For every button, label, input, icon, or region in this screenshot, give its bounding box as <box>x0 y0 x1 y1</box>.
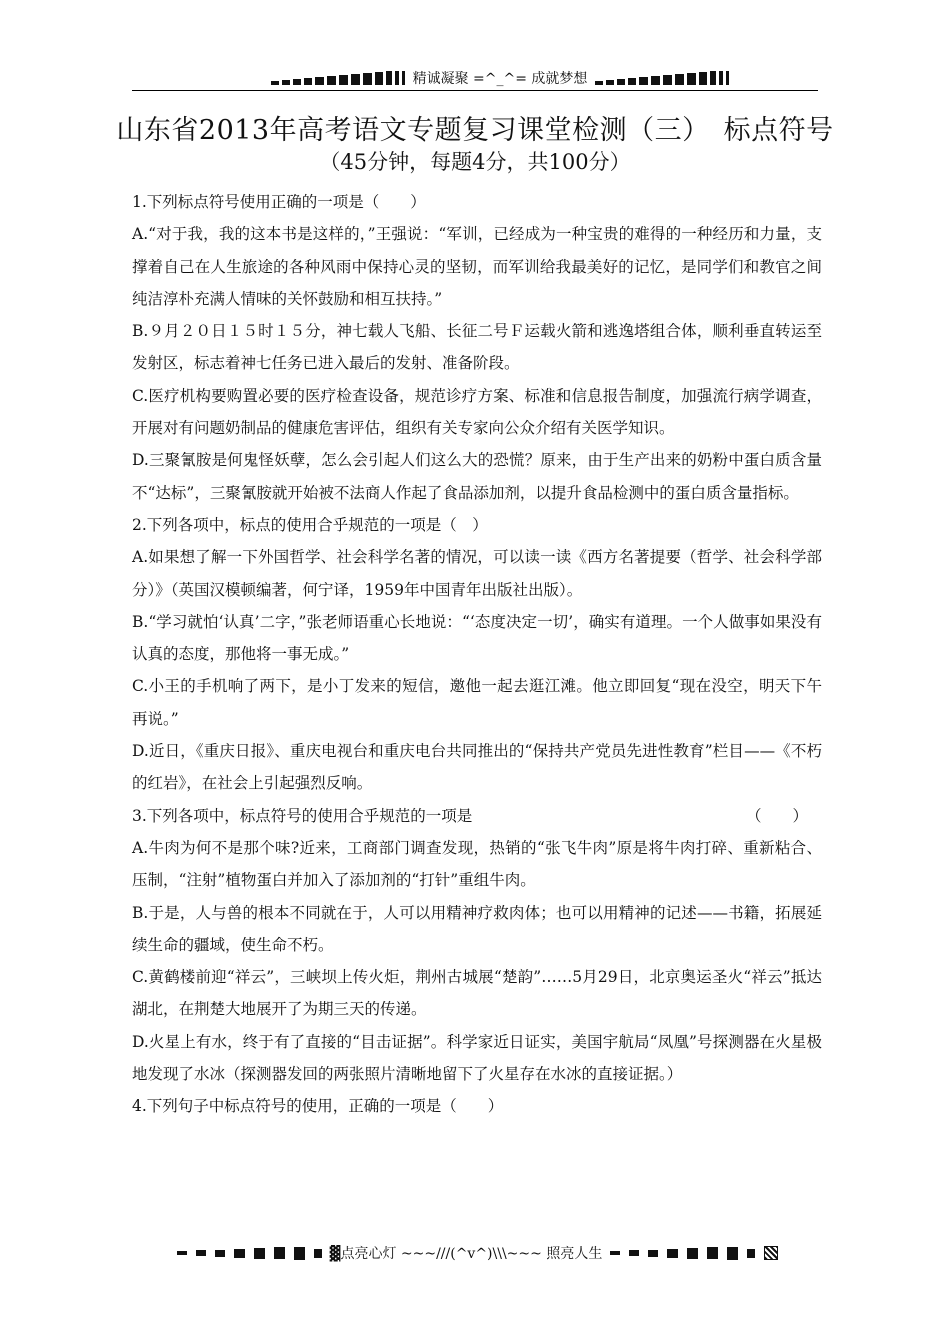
question-stem-row <box>132 800 822 832</box>
question-option: C.医疗机构要购置必要的医疗检查设备，规范诊疗方案、标准和信息报告制度，加强流行病学调查，开展对有问题奶制品的健康危害评估，组织有关专家向公众介绍有关医学知识。 <box>132 386 822 438</box>
question-stem: 3.下列各项中，标点符号的使用合乎规范的一项是 <box>132 806 473 825</box>
question-option: B.９月２０日１５时１５分，神七载人飞船、长征二号Ｆ运载火箭和逃逸塔组合体，顺利垂直转运至发射区，标志着神七任务已进入最后的发射、准备阶段。 <box>132 322 822 373</box>
question-list <box>132 186 822 1123</box>
question-option: C.黄鹤楼前迎“祥云”，三峡坝上传火炬，荆州古城展“楚韵”……5月29日，北京奥运圣火“祥云”抵达湖北，在荆楚大地展开了为期三天的传递。 <box>132 968 822 1019</box>
footer-right-decoration <box>610 1246 778 1260</box>
question-option: B.于是，人与兽的根本不同就在于，人可以用精神疗救肉体；也可以用精神的记述——书籍，拓展延续生命的疆域，使生命不朽。 <box>132 903 822 954</box>
header-rule <box>132 90 818 91</box>
question-option: D.三聚氰胺是何鬼怪妖孽，怎么会引起人们这么大的恐慌？原来，由于生产出来的奶粉中蛋白质含量不“达标”，三聚氰胺就开始被不法商人作起了食品添加剂，以提升食品检测中的蛋白质含量指标。 <box>132 451 822 502</box>
question-option: A.如果想了解一下外国哲学、社会科学名著的情况，可以读一读《西方名著提要（哲学、社会科学部分）》（英国汉模顿编著，何宁译，1959年中国青年出版社出版）。 <box>132 548 822 599</box>
question-option: C.小王的手机响了两下，是小丁发来的短信，邀他一起去逛江滩。他立即回复“现在没空，明天下午再说。” <box>132 677 822 728</box>
question-stem: 1.下列标点符号使用正确的一项是（ ） <box>132 193 426 211</box>
question-stem: 2.下列各项中，标点的使用合乎规范的一项是（ ） <box>132 515 488 534</box>
question-option: D.近日，《重庆日报》、重庆电视台和重庆电台共同推出的“保持共产党员先进性教育”栏目——《不朽的红岩》，在社会上引起强烈反响。 <box>132 742 822 793</box>
footer-left-decoration <box>177 1247 322 1260</box>
page-subtitle: （45分钟，每题4分，共100分） <box>319 150 631 174</box>
question-option: A.牛肉为何不是那个味?近来，工商部门调查发现，热销的“张飞牛肉”原是将牛肉打碎、重新粘合、压制，“注射”植物蛋白并加入了添加剂的“打针”重组牛肉。 <box>132 838 822 890</box>
footer-text: ▓点亮心灯 ~~~///(^v^)\\\~~~ 照亮人生 <box>329 1246 603 1262</box>
answer-parentheses: （ ） <box>745 806 808 825</box>
page-header <box>180 68 820 88</box>
page-footer <box>145 1243 810 1263</box>
header-left-decoration <box>271 71 405 85</box>
question-option: D.火星上有水，终于有了直接的“目击证据”。科学家近日证实，美国宇航局“凤凰”号探测器在火星极地发现了水冰（探测器发回的两张照片清晰地留下了火星存在水冰的直接证据。） <box>132 1032 822 1084</box>
header-text: 精诚凝聚 =^_^= 成就梦想 <box>412 71 588 87</box>
header-right-decoration <box>595 71 729 85</box>
page-title: 山东省2013年高考语文专题复习课堂检测（三） 标点符号 <box>116 115 834 146</box>
question-stem: 4.下列句子中标点符号的使用，正确的一项是（ ） <box>132 1097 504 1116</box>
question-option: A.“对于我，我的这本书是这样的，”王强说：“军训，已经成为一种宝贵的难得的一种经历和力量，支撑着自己在人生旅途的各种风雨中保持心灵的坚韧，而军训给我最美好的记忆，是同学们和教官之间纯洁淳朴充满人情味的关怀鼓励和相互扶持。” <box>132 225 822 308</box>
question-option: B.“学习就怕‘认真’二字，”张老师语重心长地说：“‘态度决定一切’，确实有道理。一个人做事如果没有认真的态度，那他将一事无成。” <box>132 612 822 664</box>
